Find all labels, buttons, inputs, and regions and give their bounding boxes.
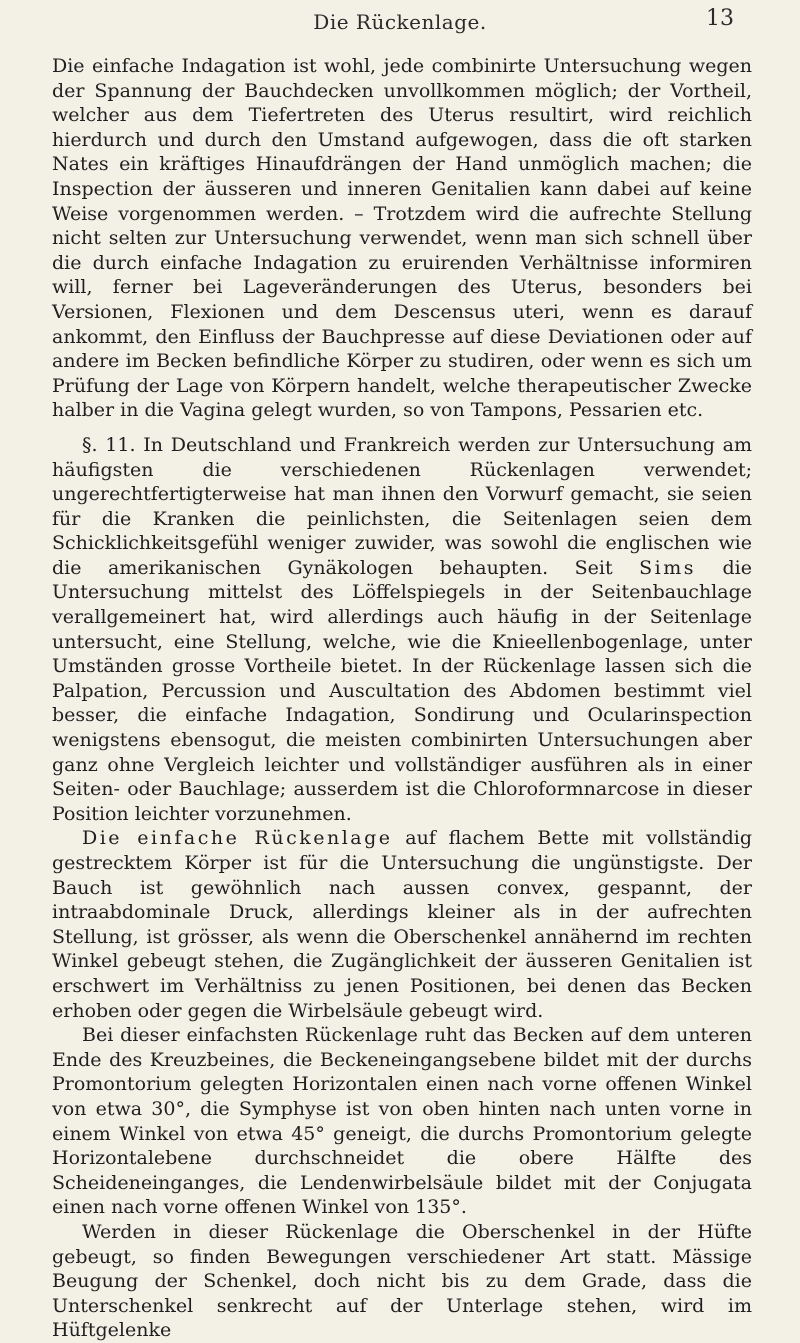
body-text <box>52 54 752 1343</box>
paragraph-oberschenkel: Werden in dieser Rückenlage die Oberschenkel in der Hüfte gebeugt, so finden Bewegungen verschiedener Art statt. Mässige Beugung der Schenkel, doch nicht bis zu dem Grade, dass die Unterschenkel senkrecht auf der Unterlage stehen, wird im Hüftgelenke <box>52 1220 752 1342</box>
paragraph-indagation: Die einfache Indagation ist wohl, jede combinirte Untersuchung wegen der Spannung der Bauchdecken unvollkommen möglich; der Vortheil, welcher aus dem Tiefertreten des Uterus resultirt, wird reichlich hierdurch und durch den Umstand aufgewogen, dass die oft starken Nates ein kräftiges Hinaufdrängen der Hand unmöglich machen; die Inspection der äusseren und inneren Genitalien kann dabei auf keine Weise vorgenommen werden. – Trotzdem wird die aufrechte Stellung nicht selten zur Untersuchung verwendet, wenn man sich schnell über die durch einfache Indagation zu eruirenden Verhältnisse informiren will, ferner bei Lageveränderungen des Uterus, besonders bei Versionen, Flexionen und dem Descensus uteri, wenn es darauf ankommt, den Einfluss der Bauchpresse auf diese Deviationen oder auf andere im Becken befindliche Körper zu studiren, oder wenn es sich um Prüfung der Lage von Körpern handelt, welche therapeutischer Zwecke halber in die Vagina gelegt wurden, so von Tampons, Pessarien etc. <box>52 55 752 422</box>
spaced-name-sims: Sims <box>639 556 696 579</box>
spaced-heading-einfache-rueckenlage: Die einfache Rückenlage <box>82 827 393 850</box>
text-run: die Untersuchung mittelst des Löffelspiegels in der Seitenbauchlage verallgemeinert hat, wird allerdings auch häufig in der Seitenlage untersucht, eine Stellung, welche, wie die Knieellenbogenlage, unter Umständen grosse Vortheile bietet. In der Rückenlage lassen sich die Palpation, Percussion und Auscultation des Abdomen bestimmt viel besser, die einfache Indagation, Sondirung und Ocularinspection wenigstens ebensogut, die meisten combinirten Untersuchungen aber ganz ohne Vergleich leichter und vollständiger ausführen als in einer Seiten- oder Bauchlage; ausserdem ist die Chloroformnarcose in dieser Position leichter vorzunehmen. <box>52 556 752 825</box>
paragraph-einfache-rueckenlage <box>52 826 752 1023</box>
page-number: 13 <box>706 6 734 31</box>
text-run: §. 11. In Deutschland und Frankreich werden zur Untersuchung am häufigsten die verschiedenen Rückenlagen verwendet; ungerechtfertigterweise hat man ihnen den Vorwurf gemacht, sie seien für die Kranken die peinlichsten, die Seitenlagen seien dem Schicklichkeitsgefühl weniger zuwider, was sowohl die englischen wie die amerikanischen Gynäkologen behaupten. Seit <box>52 433 752 579</box>
paragraph-becken: Bei dieser einfachsten Rückenlage ruht das Becken auf dem unteren Ende des Kreuzbeines, die Beckeneingangsebene bildet mit der durchs Promontorium gelegten Horizontalen einen nach vorne offenen Winkel von etwa 30°, die Symphyse ist von oben hinten nach unten vorne in einem Winkel von etwa 45° geneigt, die durchs Promontorium gelegte Horizontalebene durchschneidet die obere Hälfte des Scheideneinganges, die Lendenwirbelsäule bildet mit der Conjugata einen nach vorne offenen Winkel von 135°. <box>52 1024 752 1219</box>
text-run: auf flachem Bette mit vollständig gestrecktem Körper ist für die Untersuchung die ungünstigste. Der Bauch ist gewöhnlich nach aussen convex, gespannt, der intraabdominale Druck, allerdings kleiner als in der aufrechten Stellung, ist grösser, als wenn die Oberschenkel annähernd im rechten Winkel gebeugt stehen, die Zugänglichkeit der äusseren Genitalien ist erschwert im Verhältniss zu jenen Positionen, bei denen das Becken erhoben oder gegen die Wirbelsäule gebeugt wird. <box>52 827 752 1022</box>
paragraph-section-11 <box>52 433 752 827</box>
running-title: Die Rückenlage. <box>313 10 487 34</box>
